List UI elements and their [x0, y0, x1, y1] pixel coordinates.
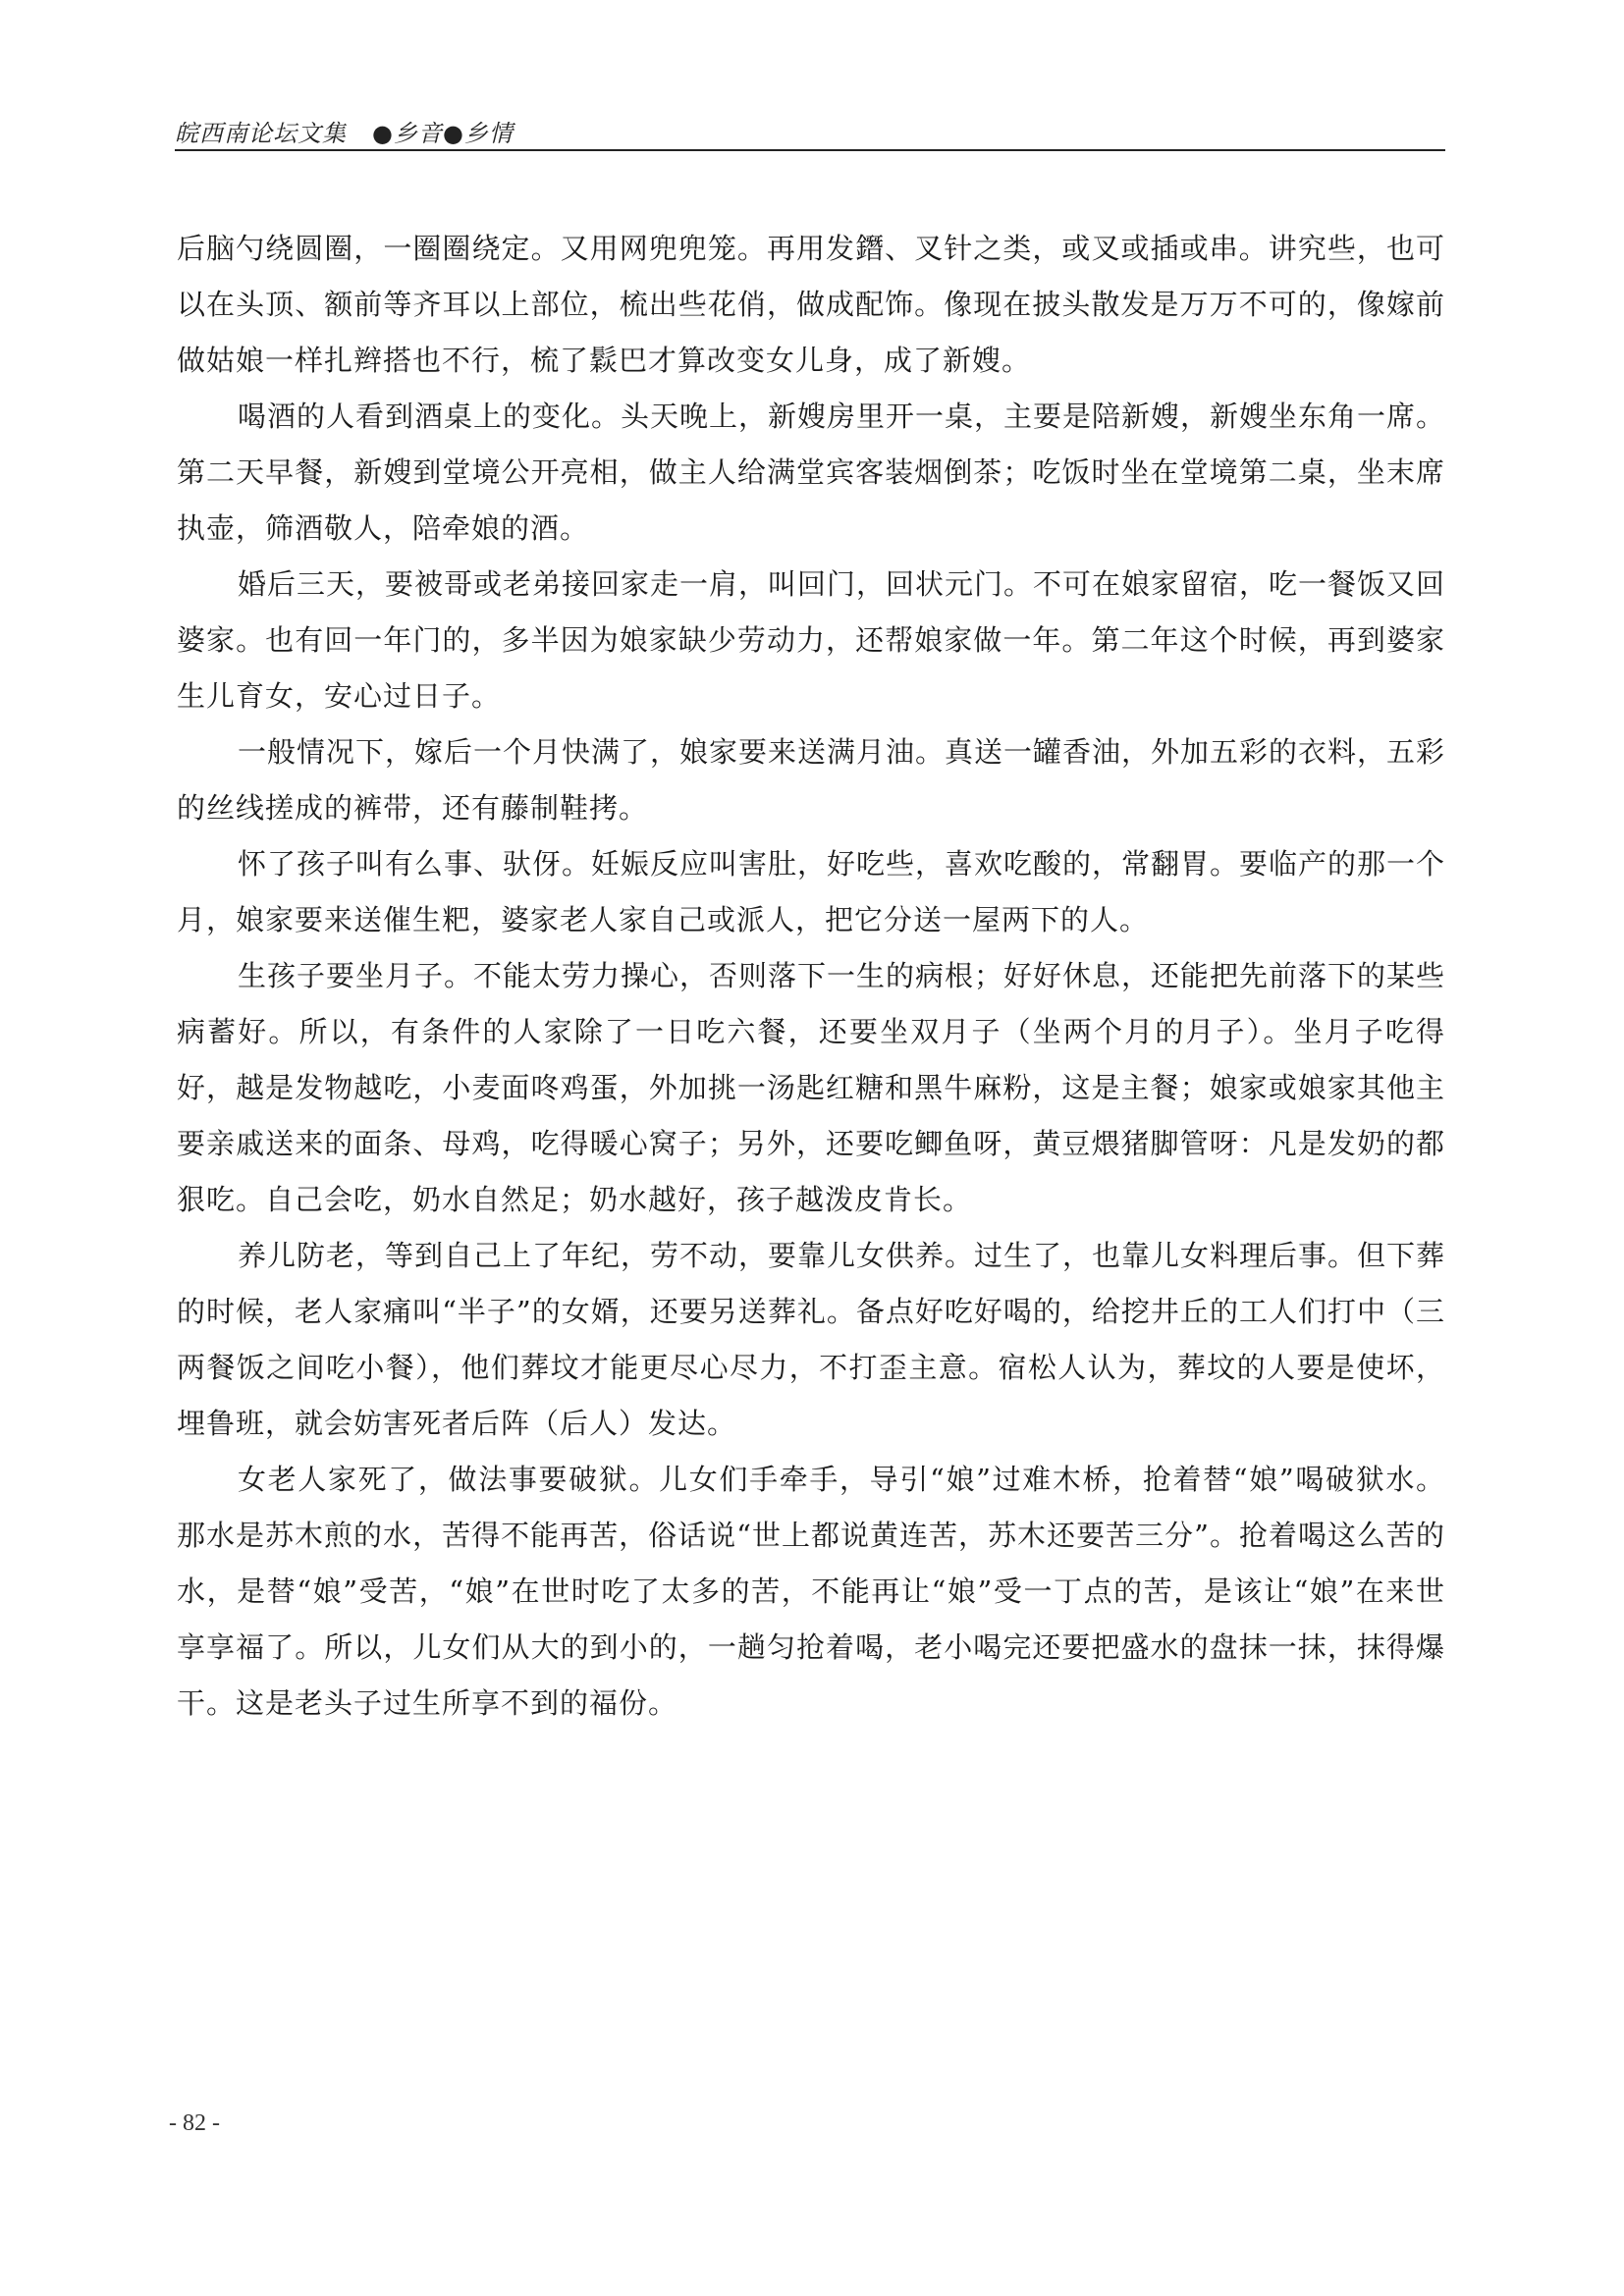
collection-title: 皖西南论坛文集 [175, 120, 347, 147]
page-number: - 82 - [169, 2110, 220, 2136]
paragraph: 一般情况下，嫁后一个月快满了，娘家要来送满月油。真送一罐香油，外加五彩的衣料，五彩的丝线搓成的裤带，还有藤制鞋拷。 [177, 735, 1446, 825]
paragraph: 后脑勺绕圆圈，一圈圈绕定。又用网兜兜笼。再用发鐕、叉针之类，或叉或插或串。讲究些，也可以在头顶、额前等齐耳以上部位，梳出些花俏，做成配饰。像现在披头散发是万万不可的，像嫁前做姑娘一样扎辫搭也不行，梳了鬏巴才算改变女儿身，成了新嫂。 [177, 232, 1445, 377]
paragraph: 婚后三天，要被哥或老弟接回家走一肩，叫回门，回状元门。不可在娘家留宿，吃一餐饭又回婆家。也有回一年门的，多半因为娘家缺少劳动力，还帮娘家做一年。第二年这个时候，再到婆家生儿育女，安心过日子。 [177, 567, 1446, 713]
paragraph: 生孩子要坐月子。不能太劳力操心，否则落下一生的病根；好好休息，还能把先前落下的某些病蓄好。所以，有条件的人家除了一日吃六餐，还要坐双月子（坐两个月的月子）。坐月子吃得好，越是发物越吃，小麦面咚鸡蛋，外加挑一汤匙红糖和黑牛麻粉，这是主餐；娘家或娘家其他主要亲戚送来的面条、母鸡，吃得暖心窝子；另外，还要吃鲫鱼呀，黄豆煨猪脚管呀：凡是发奶的都狠吃。自己会吃，奶水自然足；奶水越好，孩子越泼皮肯长。 [177, 959, 1446, 1216]
paragraph: 怀了孩子叫有么事、驮伢。妊娠反应叫害肚，好吃些，喜欢吃酸的，常翻胃。要临产的那一个月，娘家要来送催生粑，婆家老人家自己或派人，把它分送一屋两下的人。 [177, 847, 1446, 936]
article-body [177, 221, 1445, 1732]
paragraph: 养儿防老，等到自己上了年纪，劳不动，要靠儿女供养。过生了，也靠儿女料理后事。但下葬的时候，老人家痛叫“半子”的女婿，还要另送葬礼。备点好吃好喝的，给挖井丘的工人们打中（三两餐饭之间吃小餐），他们葬坟才能更尽心尽力，不打歪主意。宿松人认为，葬坟的人要是使坏，埋鲁班，就会妨害死者后阵（后人）发达。 [177, 1239, 1446, 1440]
running-header [175, 114, 514, 148]
paragraph: 喝酒的人看到酒桌上的变化。头天晚上，新嫂房里开一桌，主要是陪新嫂，新嫂坐东角一席。第二天早餐，新嫂到堂境公开亮相，做主人给满堂宾客装烟倒茶；吃饭时坐在堂境第二桌，坐末席执壶，筛酒敬人，陪牵娘的酒。 [177, 400, 1446, 545]
paragraph: 女老人家死了，做法事要破狱。儿女们手牵手，导引“娘”过难木桥，抢着替“娘”喝破狱水。那水是苏木煎的水，苦得不能再苦，俗话说“世上都说黄连苦，苏木还要苦三分”。抢着喝这么苦的水，是替“娘”受苦，“娘”在世时吃了太多的苦，不能再让“娘”受一丁点的苦，是该让“娘”在来世享享福了。所以，儿女们从大的到小的，一趟匀抢着喝，老小喝完还要把盛水的盘抹一抹，抹得爆干。这是老头子过生所享不到的福份。 [177, 1463, 1445, 1720]
page-header [175, 110, 1445, 151]
section-title: ●乡音●乡情 [372, 120, 514, 147]
